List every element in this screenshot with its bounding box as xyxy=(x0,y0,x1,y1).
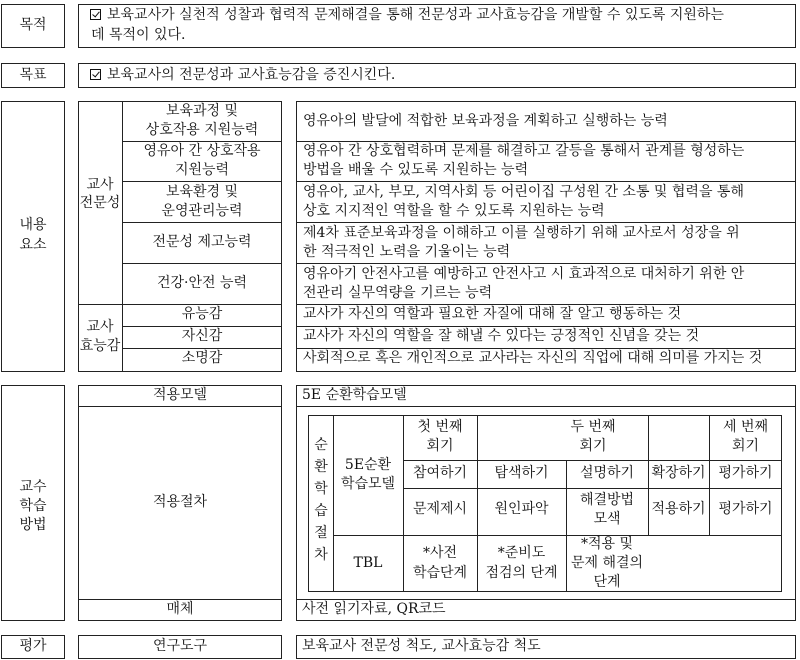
cycle-side-label: 학 xyxy=(314,481,328,497)
model-value: 5E 순환학습모델 xyxy=(302,387,407,403)
cycle-side-label: 절 xyxy=(314,525,328,541)
cycle-process: 모색 xyxy=(593,511,621,527)
divider xyxy=(296,263,796,264)
divider xyxy=(78,406,282,407)
content-label-line2: 요소 xyxy=(19,237,47,253)
divider xyxy=(122,181,282,182)
divider xyxy=(296,181,796,182)
checkbox-icon xyxy=(90,69,101,80)
cycle-side-label: 습 xyxy=(314,503,328,519)
media-label: 매체 xyxy=(166,601,194,617)
method-label-line1: 교수 xyxy=(19,479,47,495)
expertise-item-name: 영유아 간 상호작용 xyxy=(143,143,261,159)
cycle-side-label: 환 xyxy=(314,459,328,475)
expertise-item-desc: 한 적극적인 노력을 기울이는 능력 xyxy=(303,244,511,260)
tbl-item: *준비도 xyxy=(497,545,546,561)
purpose-text-line1: 보육교사가 실천적 성찰과 협력적 문제해결을 통해 전문성과 교사효능감을 개발할 수 있도록 지원하는 xyxy=(90,6,724,25)
cycle-step: 참여하기 xyxy=(412,465,468,481)
purpose-label: 목적 xyxy=(19,17,47,33)
cycle-process: 문제제시 xyxy=(412,501,468,517)
goal-text: 보육교사의 전문성과 교사효능감을 증진시킨다. xyxy=(90,66,395,85)
session-header: 첫 번째 xyxy=(417,419,463,435)
efficacy-label-line2: 효능감 xyxy=(79,338,121,354)
expertise-item-desc: 상호 지지적인 역할을 할 수 있도록 지원하는 능력 xyxy=(303,203,605,219)
goal-label: 목표 xyxy=(19,67,47,83)
cycle-process: 해결방법 xyxy=(579,492,635,508)
cycle-side-label: 순 xyxy=(314,437,328,453)
cycle-step: 탐색하기 xyxy=(494,465,549,481)
content-label-line1: 내용 xyxy=(19,217,47,233)
cycle-model-label: 5E순환 xyxy=(344,457,392,473)
session-header: 회기 xyxy=(731,438,760,454)
cycle-process: 평가하기 xyxy=(718,501,773,517)
procedure-label: 적용절차 xyxy=(152,494,208,510)
divider xyxy=(403,460,782,461)
divider xyxy=(296,222,796,223)
tbl-item: 단계 xyxy=(593,574,621,590)
efficacy-item-name: 자신감 xyxy=(181,328,223,344)
checkbox-icon xyxy=(90,9,101,20)
cycle-step: 설명하기 xyxy=(579,465,635,481)
efficacy-item-desc: 사회적으로 혹은 개인적으로 교사라는 자신의 직업에 대해 의미를 가지는 것 xyxy=(303,350,763,366)
method-label-line2: 학습 xyxy=(19,498,47,514)
session-header: 세 번째 xyxy=(722,419,769,435)
media-value: 사전 읽기자료, QR코드 xyxy=(302,601,446,617)
expertise-item-desc: 방법을 배울 수 있도록 지원하는 능력 xyxy=(303,162,529,178)
tbl-item: 점검의 단계 xyxy=(485,565,558,581)
cycle-side-label: 차 xyxy=(314,547,328,563)
tbl-item: *적용 및 xyxy=(580,536,634,552)
expertise-item-name: 건강·안전 능력 xyxy=(156,275,248,291)
tbl-item: *사전 xyxy=(422,545,458,561)
expertise-item-desc: 영유아 간 상호협력하며 문제를 해결하고 갈등을 통해서 관계를 형성하는 xyxy=(303,143,745,159)
expertise-item-name: 상호작용 지원능력 xyxy=(145,122,259,138)
expertise-label-line1: 교사 xyxy=(86,177,114,193)
tbl-label: TBL xyxy=(353,555,383,571)
divider xyxy=(122,263,282,264)
expertise-item-name: 보육과정 및 xyxy=(165,103,239,119)
expertise-item-desc: 영유아의 발달에 적합한 보육과정을 계획하고 실행하는 능력 xyxy=(303,113,668,129)
purpose-text-line2: 데 목적이 있다. xyxy=(91,27,186,43)
divider xyxy=(296,406,796,407)
model-label: 적용모델 xyxy=(152,387,208,403)
expertise-item-name: 전문성 제고능력 xyxy=(152,234,252,250)
cycle-step: 확장하기 xyxy=(651,465,706,481)
efficacy-item-desc: 교사가 자신의 역할을 잘 해낼 수 있다는 긍정적인 신념을 갖는 것 xyxy=(303,328,700,344)
cycle-process: 원인파악 xyxy=(494,501,549,517)
cycle-step: 평가하기 xyxy=(718,465,773,481)
method-label-line3: 방법 xyxy=(19,517,47,533)
divider xyxy=(122,222,282,223)
efficacy-item-name: 유능감 xyxy=(181,306,223,322)
cycle-process: 적용하기 xyxy=(651,501,706,517)
evaluation-label: 평가 xyxy=(19,638,47,654)
divider xyxy=(403,488,782,489)
expertise-label-line2: 전문성 xyxy=(79,195,121,211)
expertise-item-desc: 전관리 실무역량을 기르는 능력 xyxy=(303,285,493,301)
tbl-item: 학습단계 xyxy=(412,565,468,581)
expertise-item-name: 보육환경 및 xyxy=(165,184,239,200)
evaluation-tool-label: 연구도구 xyxy=(152,638,208,654)
expertise-item-name: 지원능력 xyxy=(174,162,230,178)
efficacy-item-desc: 교사가 자신의 역할과 필요한 자질에 대해 잘 알고 행동하는 것 xyxy=(303,306,682,322)
expertise-item-name: 운영관리능력 xyxy=(161,203,243,219)
divider xyxy=(333,535,782,536)
tbl-item: 문제 해결의 xyxy=(570,555,644,571)
cycle-model-label: 학습모델 xyxy=(340,476,396,492)
efficacy-item-name: 소명감 xyxy=(181,350,223,366)
efficacy-label-line1: 교사 xyxy=(86,319,114,335)
session-header: 회기 xyxy=(426,438,454,454)
expertise-item-desc: 제4차 표준보육과정을 이해하고 이를 실행하기 위해 교사로서 성장을 위 xyxy=(303,225,740,241)
evaluation-tool-value: 보육교사 전문성 척도, 교사효능감 척도 xyxy=(302,638,541,654)
session-header: 두 번째 xyxy=(570,419,616,435)
session-header: 회기 xyxy=(579,438,607,454)
expertise-item-desc: 영유아기 안전사고를 예방하고 안전사고 시 효과적으로 대처하기 위한 안 xyxy=(303,266,745,282)
expertise-item-desc: 영유아, 교사, 부모, 지역사회 등 어린이집 구성원 간 소통 및 협력을 통해 xyxy=(303,184,744,200)
